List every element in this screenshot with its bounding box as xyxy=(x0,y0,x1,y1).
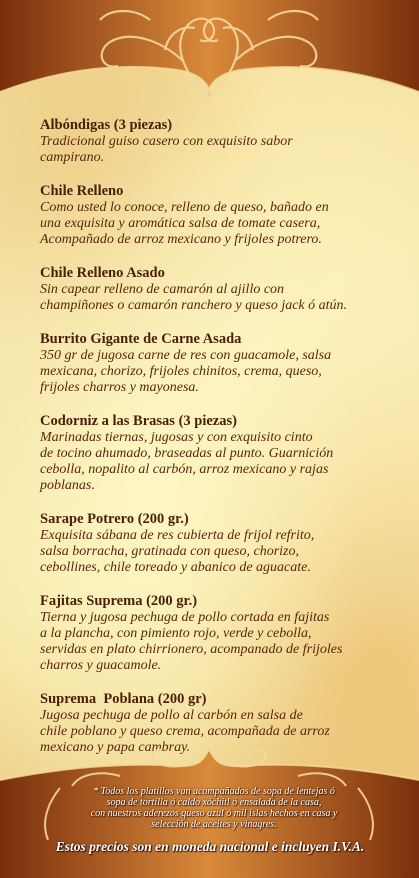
description-line: Jugosa pechuga de pollo al carbón en salsa de xyxy=(40,708,303,723)
description-line: 350 gr de jugosa carne de res con guacamole, salsa xyxy=(40,348,332,363)
menu-item-description xyxy=(40,200,390,248)
description-line: frijoles charros y mayonesa. xyxy=(40,380,199,395)
menu-item xyxy=(40,183,390,248)
menu-item-title: Chile Relleno Asado xyxy=(40,265,165,281)
description-line: poblanas. xyxy=(40,478,95,493)
menu-item-title: Albóndigas (3 piezas) xyxy=(40,117,173,133)
description-line: una exquisita y aromática salsa de tomate casera, xyxy=(40,216,321,231)
menu-item xyxy=(40,593,390,674)
menu-item-description xyxy=(40,430,390,494)
menu-item xyxy=(40,117,390,166)
description-line: Tierna y jugosa pechuga de pollo cortada en fajitas xyxy=(40,610,330,625)
description-line: charros y guacamole. xyxy=(40,658,162,673)
footer-note-line: sopa de tortilla ó caldo xóchitl ó ensalada de la casa, xyxy=(106,797,322,808)
menu-item-description xyxy=(40,282,390,314)
description-line: chile poblano y queso crema, acompañada de arroz xyxy=(40,724,330,739)
price-disclaimer: Estos precios son en moneda nacional e incluyen I.V.A. xyxy=(55,839,365,854)
menu-item xyxy=(40,265,390,314)
description-line: salsa borracha, gratinada con queso, chorizo, xyxy=(40,544,299,559)
description-line: Tradicional guiso casero con exquisito sabor xyxy=(40,134,293,149)
description-line: servidas en plato chirrionero, acompanado de frijoles xyxy=(40,642,343,657)
description-line: cebollines, chile toreado y abanico de aguacate. xyxy=(40,560,311,575)
footer-note-line: * Todos los platillos van acompañados de sopa de lentejas ó xyxy=(93,786,335,797)
menu-item-title: Chile Relleno xyxy=(40,183,124,199)
footer-note xyxy=(58,786,370,830)
menu-item-title: Suprema Poblana (200 gr) xyxy=(40,691,207,707)
menu-items xyxy=(40,117,390,773)
footer-note-line: con nuestros aderezos queso azul ó mil islas hechos en casa y xyxy=(90,808,338,819)
menu-item-description xyxy=(40,610,390,674)
menu-item xyxy=(40,511,390,576)
description-line: de tocino ahumado, braseadas al punto. Guarnición xyxy=(40,446,334,461)
menu-item-title: Fajitas Suprema (200 gr.) xyxy=(40,593,198,609)
description-line: Acompañado de arroz mexicano y frijoles potrero. xyxy=(40,232,322,247)
menu-item-description xyxy=(40,134,390,166)
description-line: Como usted lo conoce, relleno de queso, bañado en xyxy=(40,200,329,215)
description-line: cebolla, nopalito al carbón, arroz mexicano y rajas xyxy=(40,462,329,477)
menu-item-title: Burrito Gigante de Carne Asada xyxy=(40,331,242,347)
description-line: champiñones o camarón ranchero y queso jack ó atún. xyxy=(40,298,348,313)
description-line: a la plancha, con pimiento rojo, verde y cebolla, xyxy=(40,626,312,641)
menu-item xyxy=(40,331,390,396)
description-line: Exquisita sábana de res cubierta de frijol refrito, xyxy=(40,528,315,543)
menu-item xyxy=(40,413,390,494)
menu-item-title: Sarape Potrero (200 gr.) xyxy=(40,511,189,527)
description-line: Marinadas tiernas, jugosas y con exquisito cinto xyxy=(40,430,313,445)
description-line: mexicano y papa cambray. xyxy=(40,740,191,755)
menu-item-description xyxy=(40,348,390,396)
menu-item-description xyxy=(40,528,390,576)
description-line: Sin capear relleno de camarón al ajillo con xyxy=(40,282,285,297)
menu-item-title: Codorniz a las Brasas (3 piezas) xyxy=(40,413,237,429)
description-line: mexicana, chorizo, frijoles chinitos, crema, queso, xyxy=(40,364,322,379)
description-line: campirano. xyxy=(40,150,105,165)
footer-note-line: selección de aceites y vinagres. xyxy=(151,819,277,830)
top-ornament-banner xyxy=(0,0,419,110)
